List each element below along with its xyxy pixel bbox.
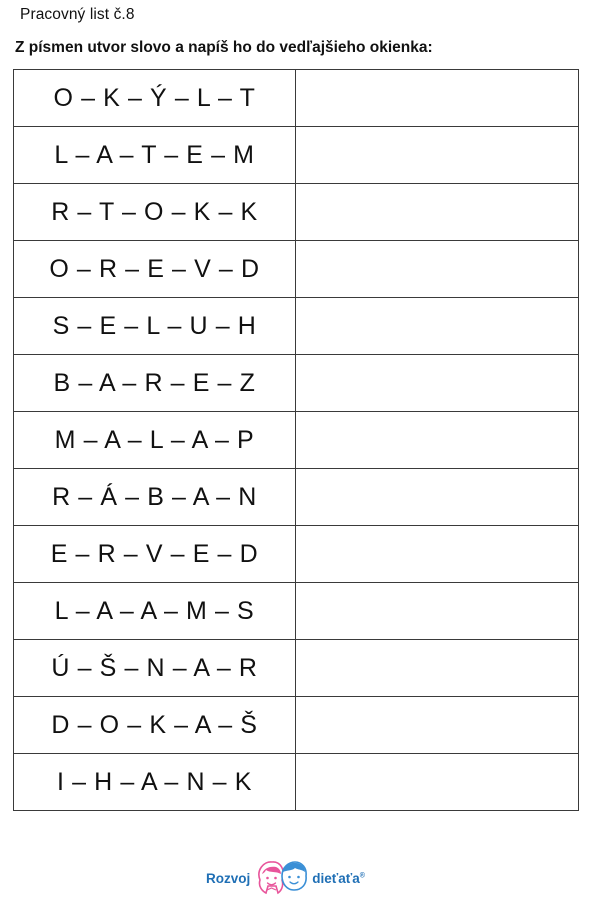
- scrambled-letters: B – A – R – E – Z: [14, 355, 296, 412]
- table-row: [14, 526, 579, 583]
- scrambled-letters: I – H – A – N – K: [14, 754, 296, 811]
- sheet-title: Pracovný list č.8: [20, 6, 135, 23]
- scrambled-letters: L – A – A – M – S: [14, 583, 296, 640]
- scrambled-letters: Ú – Š – N – A – R: [14, 640, 296, 697]
- scrambled-letters: L – A – T – E – M: [14, 127, 296, 184]
- answer-box[interactable]: [296, 412, 579, 469]
- brand-logo: [206, 858, 365, 898]
- table-row: [14, 640, 579, 697]
- scrambled-letters: D – O – K – A – Š: [14, 697, 296, 754]
- answer-box[interactable]: [296, 184, 579, 241]
- logo-word-dietata-text: dieťaťa: [312, 870, 360, 886]
- table-row: [14, 127, 579, 184]
- word-table: [13, 69, 579, 811]
- logo-word-dietata: [312, 871, 365, 886]
- answer-box[interactable]: [296, 640, 579, 697]
- scrambled-letters: E – R – V – E – D: [14, 526, 296, 583]
- table-row: [14, 754, 579, 811]
- table-row: [14, 184, 579, 241]
- answer-box[interactable]: [296, 526, 579, 583]
- girl-face-icon: [259, 862, 283, 893]
- table-row: [14, 697, 579, 754]
- answer-box[interactable]: [296, 697, 579, 754]
- children-faces-icon: [254, 858, 308, 898]
- instruction: Z písmen utvor slovo a napíš ho do vedľajšieho okienka:: [15, 39, 433, 56]
- scrambled-letters: M – A – L – A – P: [14, 412, 296, 469]
- answer-box[interactable]: [296, 70, 579, 127]
- answer-box[interactable]: [296, 127, 579, 184]
- answer-box[interactable]: [296, 241, 579, 298]
- table-row: [14, 355, 579, 412]
- answer-box[interactable]: [296, 355, 579, 412]
- table-row: [14, 70, 579, 127]
- answer-box[interactable]: [296, 298, 579, 355]
- scrambled-letters: R – Á – B – A – N: [14, 469, 296, 526]
- answer-box[interactable]: [296, 583, 579, 640]
- table-row: [14, 583, 579, 640]
- answer-box[interactable]: [296, 754, 579, 811]
- logo-word-rozvoj: Rozvoj: [206, 870, 251, 886]
- answer-box[interactable]: [296, 469, 579, 526]
- scrambled-letters: R – T – O – K – K: [14, 184, 296, 241]
- registered-mark: ®: [359, 872, 365, 879]
- table-row: [14, 298, 579, 355]
- scrambled-letters: O – R – E – V – D: [14, 241, 296, 298]
- boy-face-icon: [282, 862, 306, 890]
- scrambled-letters: S – E – L – U – H: [14, 298, 296, 355]
- table-row: [14, 241, 579, 298]
- table-row: [14, 469, 579, 526]
- scrambled-letters: O – K – Ý – L – T: [14, 70, 296, 127]
- table-row: [14, 412, 579, 469]
